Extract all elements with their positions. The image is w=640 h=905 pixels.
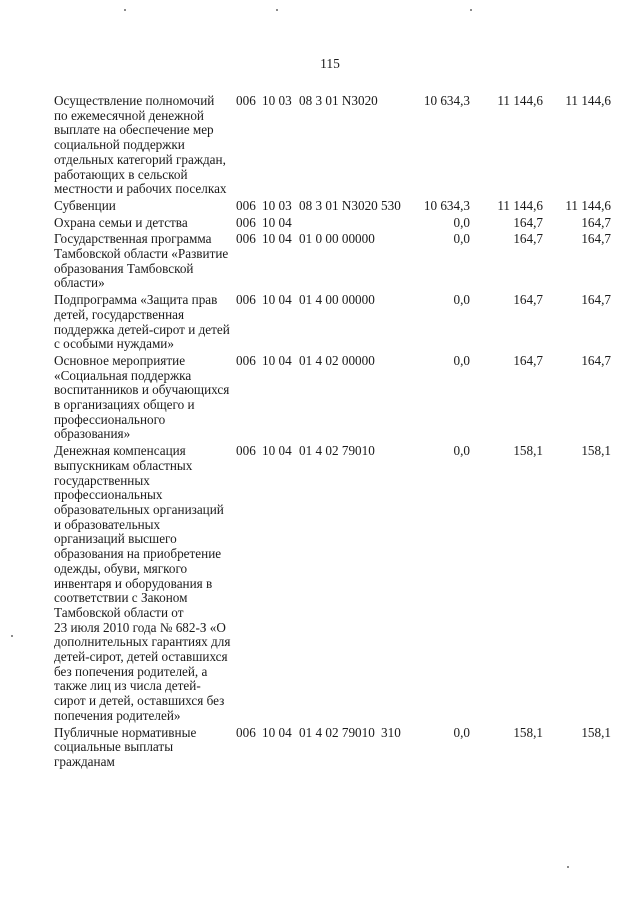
amount-year-3: 11 144,6 [565, 197, 611, 213]
amount-year-1: 0,0 [453, 724, 470, 740]
ministry-code: 006 [236, 197, 256, 213]
scan-speck [470, 9, 472, 11]
section-code: 10 04 [262, 724, 292, 740]
target-article-code: 01 4 02 79010 [299, 724, 375, 740]
description-line: социальные выплаты [54, 739, 174, 755]
scan-speck [11, 635, 13, 637]
table-row [0, 354, 640, 442]
target-article-code: 01 4 02 00000 [299, 352, 375, 368]
description-line: социальной поддержки [54, 137, 185, 153]
amount-year-2: 11 144,6 [497, 197, 543, 213]
target-article-code: 08 3 01 N3020 [299, 197, 378, 213]
description-line: профессиональных [54, 487, 163, 503]
description-line: в организациях общего и [54, 397, 195, 413]
row-description [54, 726, 232, 770]
amount-year-3: 164,7 [581, 214, 611, 230]
description-line: гражданам [54, 753, 115, 769]
description-line: по ежемесячной денежной [54, 107, 204, 123]
amount-year-2: 164,7 [513, 231, 543, 247]
description-line: Денежная компенсация [54, 443, 186, 459]
table-row [0, 216, 640, 231]
expense-type-code: 310 [381, 724, 401, 740]
amount-year-1: 0,0 [453, 352, 470, 368]
budget-table [0, 94, 640, 772]
description-line: отдельных категорий граждан, [54, 151, 226, 167]
description-line: Государственная программа [54, 231, 212, 247]
description-line: образования Тамбовской [54, 260, 194, 276]
table-row [0, 199, 640, 214]
amount-year-2: 11 144,6 [497, 93, 543, 108]
row-description [54, 199, 232, 214]
description-line: профессионального [54, 411, 166, 427]
row-description [54, 293, 232, 352]
table-row [0, 293, 640, 352]
scan-speck [124, 9, 126, 11]
description-line: Тамбовской области «Развитие [54, 246, 229, 262]
description-line: воспитанников и обучающихся [54, 382, 230, 398]
ministry-code: 006 [236, 292, 256, 308]
row-description [54, 444, 232, 723]
description-line: без попечения родителей, а [54, 663, 208, 679]
description-line: и образовательных [54, 516, 161, 532]
description-line: поддержка детей-сирот и детей [54, 321, 230, 337]
description-line: соответствии с Законом [54, 590, 188, 606]
ministry-code: 006 [236, 352, 256, 368]
description-line: местности и рабочих поселках [54, 181, 227, 197]
description-line: образовательных организаций [54, 501, 224, 517]
description-line: организаций высшего [54, 531, 177, 547]
description-line: работающих в сельской [54, 166, 188, 182]
amount-year-1: 10 634,3 [423, 197, 470, 213]
row-description [54, 216, 232, 231]
amount-year-2: 164,7 [513, 292, 543, 308]
description-line: «Социальная поддержка [54, 367, 192, 383]
ministry-code: 006 [236, 724, 256, 740]
amount-year-1: 0,0 [453, 292, 470, 308]
target-article-code: 08 3 01 N3020 [299, 93, 378, 108]
table-row [0, 232, 640, 291]
description-line: Публичные нормативные [54, 724, 197, 740]
amount-year-2: 164,7 [513, 214, 543, 230]
target-article-code: 01 4 00 00000 [299, 292, 375, 308]
description-line: сирот и детей, оставшихся без [54, 693, 225, 709]
amount-year-3: 158,1 [581, 443, 611, 459]
amount-year-2: 158,1 [513, 724, 543, 740]
ministry-code: 006 [236, 443, 256, 459]
section-code: 10 04 [262, 443, 292, 459]
scan-speck [567, 866, 569, 868]
amount-year-3: 164,7 [581, 292, 611, 308]
ministry-code: 006 [236, 93, 256, 108]
description-line: Подпрограмма «Защита прав [54, 292, 218, 308]
section-code: 10 04 [262, 231, 292, 247]
description-line: выплате на обеспечение мер [54, 122, 214, 138]
description-line: образования на приобретение [54, 546, 222, 562]
description-line: также лиц из числа детей- [54, 678, 201, 694]
expense-type-code: 530 [381, 197, 401, 213]
ministry-code: 006 [236, 231, 256, 247]
description-line: дополнительных гарантиях для [54, 634, 231, 650]
description-line: одежды, обуви, мягкого [54, 560, 188, 576]
description-line: выпускникам областных [54, 457, 193, 473]
table-row [0, 726, 640, 770]
description-line: образования» [54, 426, 131, 442]
section-code: 10 04 [262, 292, 292, 308]
description-line: с особыми нуждами» [54, 336, 174, 352]
row-description [54, 354, 232, 442]
scan-speck [276, 9, 278, 11]
page-number: 115 [320, 56, 340, 71]
section-code: 10 03 [262, 93, 292, 108]
section-code: 10 04 [262, 214, 292, 230]
table-row [0, 444, 640, 723]
description-line: Охрана семьи и детства [54, 214, 188, 230]
description-line: попечения родителей» [54, 707, 181, 723]
amount-year-2: 164,7 [513, 352, 543, 368]
amount-year-1: 0,0 [453, 443, 470, 459]
description-line: Тамбовской области от [54, 604, 184, 620]
description-line: инвентаря и оборудования в [54, 575, 213, 591]
description-line: Основное мероприятие [54, 352, 186, 368]
amount-year-3: 11 144,6 [565, 93, 611, 108]
amount-year-3: 164,7 [581, 352, 611, 368]
description-line: Осуществление полномочий [54, 93, 215, 108]
target-article-code: 01 0 00 00000 [299, 231, 375, 247]
amount-year-3: 158,1 [581, 724, 611, 740]
amount-year-2: 158,1 [513, 443, 543, 459]
ministry-code: 006 [236, 214, 256, 230]
target-article-code: 01 4 02 79010 [299, 443, 375, 459]
row-description [54, 232, 232, 291]
table-row [0, 94, 640, 197]
description-line: 23 июля 2010 года № 682-З «О [54, 619, 226, 635]
description-line: детей, государственная [54, 306, 185, 322]
section-code: 10 04 [262, 352, 292, 368]
description-line: Субвенции [54, 197, 116, 213]
section-code: 10 03 [262, 197, 292, 213]
description-line: государственных [54, 472, 150, 488]
amount-year-1: 0,0 [453, 231, 470, 247]
row-description [54, 94, 232, 197]
amount-year-1: 0,0 [453, 214, 470, 230]
amount-year-3: 164,7 [581, 231, 611, 247]
description-line: области» [54, 275, 105, 291]
amount-year-1: 10 634,3 [423, 93, 470, 108]
description-line: детей-сирот, детей оставшихся [54, 649, 228, 665]
